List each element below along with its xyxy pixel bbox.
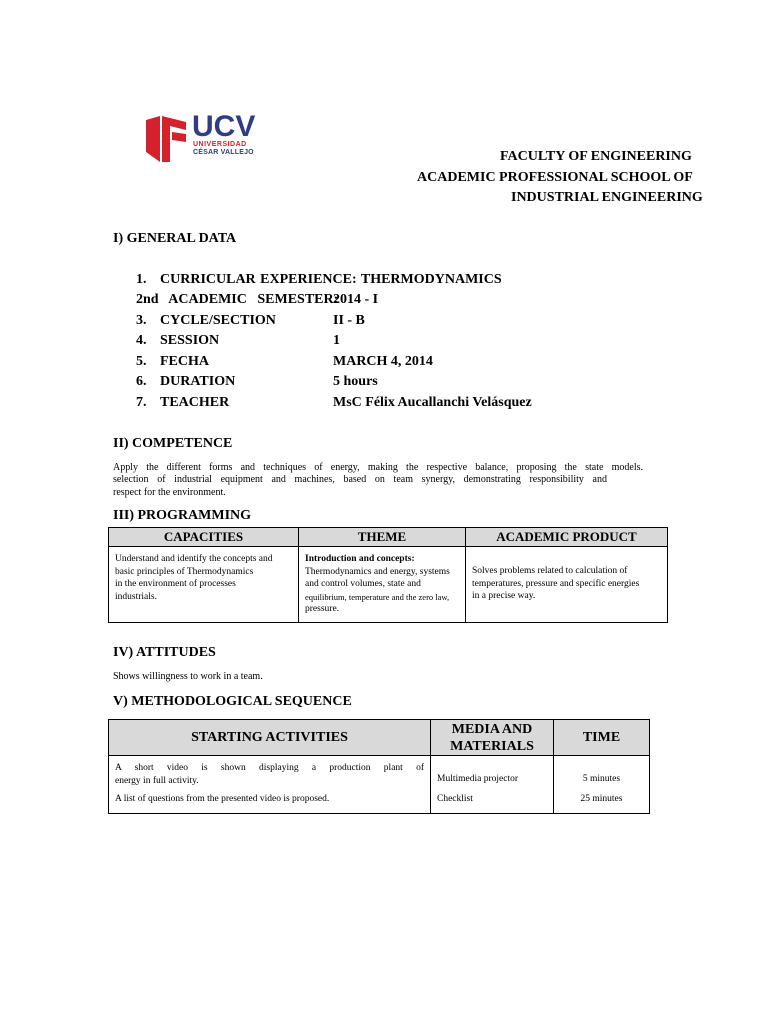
gd-item-3-num: 3. [136, 313, 147, 328]
col-capacities: CAPACITIES [109, 528, 299, 547]
col-media-materials [431, 720, 554, 756]
media-item: Multimedia projector [437, 774, 518, 784]
media-header-line-1: MEDIA AND [451, 721, 533, 737]
gd-item-1-label: CURRICULAR EXPERIENCE: THERMODYNAMICS [160, 272, 502, 287]
gd-item-6-num: 6. [136, 374, 147, 389]
media-item: Checklist [437, 794, 473, 804]
cell-media [431, 756, 554, 814]
gd-item-4-value: 1 [333, 333, 340, 348]
gd-item-2-value: 2014 - I [333, 292, 379, 307]
theme-line: and control volumes, state and [305, 579, 421, 589]
section-methodology-title: V) METHODOLOGICAL SEQUENCE [113, 694, 352, 709]
gd-item-5-num: 5. [136, 354, 147, 369]
activity-line: A list of questions from the presented video is proposed. [115, 794, 330, 804]
theme-line: pressure. [305, 604, 340, 614]
gd-item-7-value: MsC Félix Aucallanchi Velásquez [333, 395, 532, 410]
programming-header-row [109, 528, 668, 547]
attitudes-text: Shows willingness to work in a team. [113, 671, 263, 682]
logo-wordmark: UCV [192, 110, 256, 143]
gd-item-2-label: 2nd ACADEMIC SEMESTER: [136, 292, 339, 307]
cell-capacities [109, 547, 299, 623]
header-program: INDUSTRIAL ENGINEERING [511, 190, 703, 205]
methodology-table [108, 719, 650, 814]
gd-item-3-value: II - B [333, 313, 365, 328]
col-starting-activities: STARTING ACTIVITIES [109, 720, 431, 756]
time-item: 25 minutes [580, 794, 623, 804]
section-general-data-title: I) GENERAL DATA [113, 231, 237, 246]
col-academic-product: ACADEMIC PRODUCT [466, 528, 668, 547]
header-faculty: FACULTY OF ENGINEERING [500, 149, 692, 164]
gd-item-5-value: MARCH 4, 2014 [333, 354, 433, 369]
cell-theme [299, 547, 466, 623]
logo-subtitle-2: CÉSAR VALLEJO [193, 149, 254, 156]
competence-line-2: selection of industrial equipment and machines, based on team synergy, demonstrating responsibility and [113, 474, 607, 485]
competence-line-1: Apply the different forms and techniques of energy, making the respective balance, proposing the state models. [113, 462, 643, 473]
section-competence-title: II) COMPETENCE [113, 436, 233, 451]
cell-activities [109, 756, 431, 814]
product-line: Solves problems related to calculation of [472, 566, 628, 576]
competence-line-3: respect for the environment. [113, 487, 226, 498]
gd-item-6-label: DURATION [160, 374, 236, 389]
theme-title: Introduction and concepts: [305, 554, 415, 564]
col-theme: THEME [299, 528, 466, 547]
gd-item-3-label: CYCLE/SECTION [160, 313, 276, 328]
methodology-header-row [109, 720, 650, 756]
programming-table [108, 527, 668, 623]
capacities-line: industrials. [115, 591, 157, 602]
theme-line: Thermodynamics and energy, systems [305, 566, 450, 577]
gd-item-5-label: FECHA [160, 354, 209, 369]
gd-item-7-label: TEACHER [160, 395, 230, 410]
section-attitudes-title: IV) ATTITUDES [113, 645, 216, 660]
product-line: temperatures, pressure and specific energies [472, 578, 640, 589]
gd-item-4-num: 4. [136, 333, 147, 348]
programming-row [109, 547, 668, 623]
activity-line: energy in full activity. [115, 775, 199, 786]
col-time: TIME [554, 720, 650, 756]
theme-line: equilibrium, temperature and the zero law, [305, 591, 450, 602]
methodology-row [109, 756, 650, 814]
product-line: in a precise way. [472, 591, 536, 601]
capacities-line: Understand and identify the concepts and [115, 554, 273, 564]
capacities-line: basic principles of Thermodynamics [115, 566, 254, 577]
logo-subtitle-1: UNIVERSIDAD [193, 141, 247, 148]
capacities-line: in the environment of processes [115, 579, 236, 589]
ucv-logo [146, 110, 256, 162]
header-school: ACADEMIC PROFESSIONAL SCHOOL OF [417, 170, 693, 185]
gd-item-4-label: SESSION [160, 333, 220, 348]
cell-academic-product [466, 547, 668, 623]
gd-item-1-num: 1. [136, 272, 147, 287]
activity-line: A short video is shown displaying a production plant of [115, 763, 424, 773]
cell-time [554, 756, 650, 814]
ucv-emblem-icon [146, 116, 186, 162]
gd-item-7-num: 7. [136, 395, 147, 410]
section-programming-title: III) PROGRAMMING [113, 508, 252, 523]
media-header-line-2: MATERIALS [450, 738, 534, 754]
time-item: 5 minutes [582, 774, 621, 784]
gd-item-6-value: 5 hours [333, 374, 378, 389]
